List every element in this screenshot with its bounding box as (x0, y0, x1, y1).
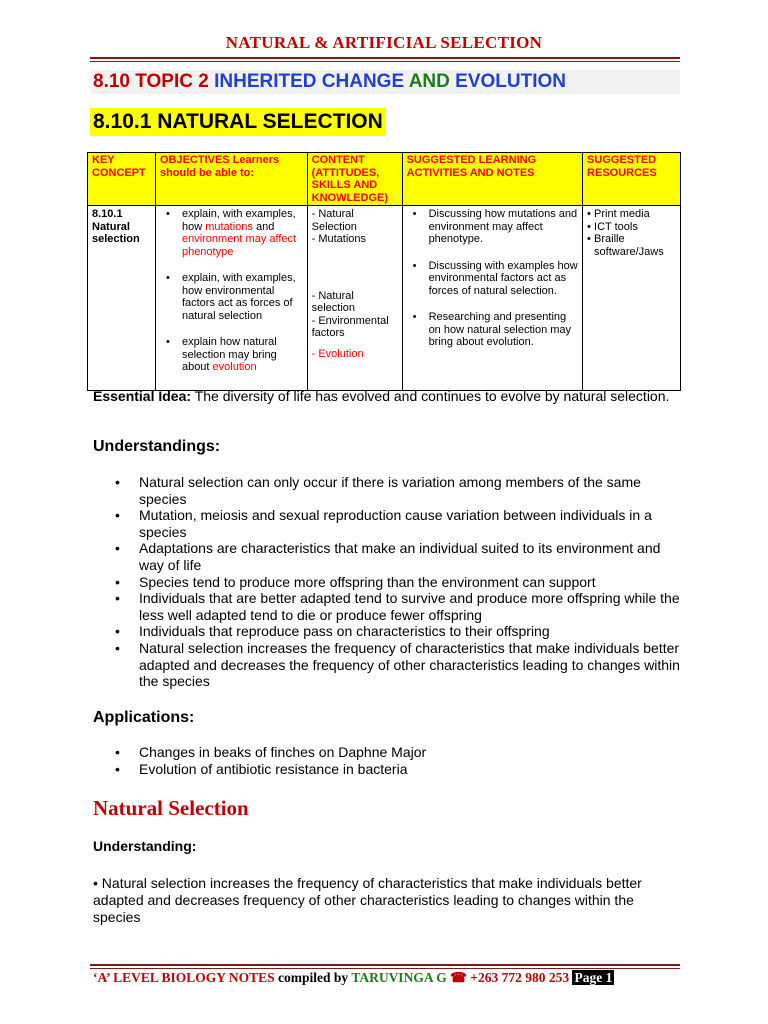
activities-list (407, 208, 578, 349)
footer-compiled: compiled by (274, 970, 352, 985)
table-header-row (88, 153, 681, 206)
header-objectives: OBJECTIVES Learners should be able to: (155, 153, 307, 206)
essential-idea-label: Essential Idea: (93, 388, 192, 404)
applications-list (93, 744, 683, 777)
understanding-subheading: Understanding: (93, 838, 197, 854)
header-content: CONTENT (ATTITUDES, SKILLS AND KNOWLEDGE) (307, 153, 402, 206)
content-item: - Mutations (311, 233, 367, 245)
header-activities: SUGGESTED LEARNING ACTIVITIES AND NOTES (402, 153, 582, 206)
understanding-paragraph: • Natural selection increases the frequency of characteristics that make individuals better adapted and decreases frequency of other characteristics leading to changes within the species (93, 875, 642, 925)
objective-item: • explain how natural selection may bring about evolution (160, 336, 303, 374)
resources-list (587, 208, 676, 258)
topic-part-2: AND (408, 71, 450, 92)
footer-notes: ‘A’ LEVEL BIOLOGY NOTES (93, 970, 275, 985)
list-item: • Natural selection increases the frequency of characteristics that make individuals better adapted and decreases the frequency of other characteristics leading to changes within the species (93, 640, 683, 690)
list-item: • Species tend to produce more offspring than the environment can support (93, 574, 683, 591)
header-resources: SUGGESTED RESOURCES (583, 153, 681, 206)
phone-icon: ☎ (450, 970, 467, 985)
curriculum-table (87, 152, 681, 391)
natural-selection-title: Natural Selection (93, 796, 249, 820)
content-item: - Environmental factors (311, 314, 389, 339)
activity-item: • Researching and presenting on how natural selection may bring about evolution. (407, 311, 578, 349)
resource-item: • Print media (587, 208, 676, 221)
list-item: • Adaptations are characteristics that make an individual suited to its environment and way of life (93, 540, 683, 573)
applications-heading: Applications: (93, 709, 195, 726)
understandings-heading: Understandings: (93, 438, 221, 455)
objective-item: • explain, with examples, how environmental factors act as forces of natural selection (160, 272, 303, 322)
table-row (88, 206, 681, 391)
list-item: • Individuals that reproduce pass on characteristics to their offspring (93, 623, 683, 640)
resources-cell (583, 206, 681, 391)
topic-prefix: 8.10 TOPIC 2 (93, 71, 209, 92)
header-rule-thin (90, 61, 680, 62)
understandings-list (93, 474, 683, 690)
content-cell (307, 206, 402, 391)
header-rule (90, 57, 680, 59)
objectives-cell (155, 206, 307, 391)
footer-rule (90, 964, 680, 966)
header-key-concept: KEY CONCEPT (88, 153, 156, 206)
activities-cell (402, 206, 582, 391)
essential-idea-text: The diversity of life has evolved and continues to evolve by natural selection. (191, 388, 670, 404)
content-item: - Natural selection (311, 289, 356, 314)
resource-item: • Braille software/Jaws (587, 233, 676, 258)
section-title: 8.10.1 NATURAL SELECTION (90, 108, 386, 136)
activity-item: • Discussing how mutations and environment may affect phenotype. (407, 208, 578, 246)
objectives-list (160, 208, 303, 374)
running-header-title: NATURAL & ARTIFICIAL SELECTION (225, 33, 543, 52)
footer-author: TARUVINGA G (351, 970, 447, 985)
footer-phone: +263 772 980 253 (466, 970, 570, 985)
resource-item: • ICT tools (587, 221, 676, 234)
list-item: • Evolution of antibiotic resistance in bacteria (93, 761, 683, 778)
content-item: - Evolution (311, 347, 364, 360)
activity-item: • Discussing with examples how environmental factors act as forces of natural selection. (407, 260, 578, 298)
page-footer (93, 970, 614, 986)
topic-part-1: INHERITED CHANGE (214, 71, 405, 92)
page-number: Page 1 (574, 970, 613, 985)
topic-part-3: EVOLUTION (455, 71, 566, 92)
list-item: • Individuals that are better adapted tend to survive and produce more offspring while the less well adapted tend to die or produce fewer offspring (93, 590, 683, 623)
list-item: • Changes in beaks of finches on Daphne Major (93, 744, 683, 761)
key-concept-cell (88, 206, 156, 391)
list-item: • Mutation, meiosis and sexual reproduction cause variation between individuals in a species (93, 507, 683, 540)
content-item: - Natural Selection (311, 208, 357, 233)
list-item: • Natural selection can only occur if there is variation among members of the same species (93, 474, 683, 507)
essential-idea (93, 388, 673, 404)
footer-rule-thin (90, 968, 680, 969)
key-concept-text: 8.10.1 Natural selection (92, 208, 140, 245)
objective-item: • explain, with examples, how mutations and environment may affect phenotype (160, 208, 303, 258)
topic-heading (90, 70, 680, 94)
